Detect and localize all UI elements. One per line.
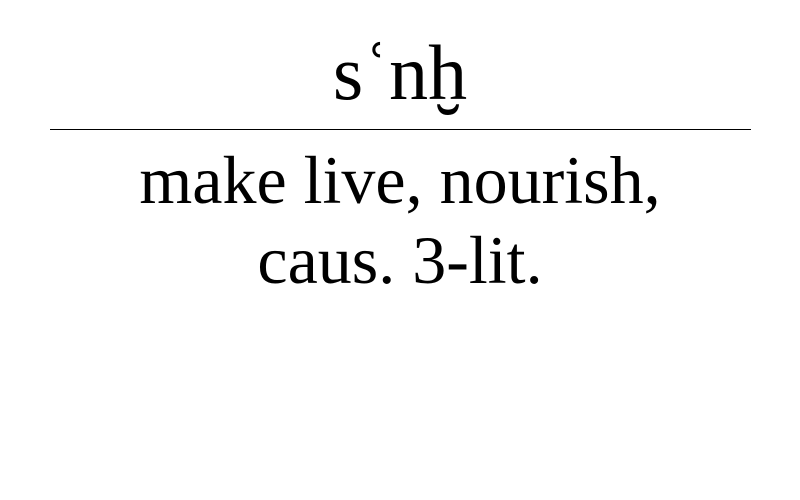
headword: sʿnḫ: [332, 29, 468, 116]
definition: [0, 140, 800, 300]
definition-line: make live, nourish,: [139, 142, 661, 218]
divider-rule: [50, 129, 751, 130]
grammar-note: caus. 3-lit.: [257, 222, 543, 298]
